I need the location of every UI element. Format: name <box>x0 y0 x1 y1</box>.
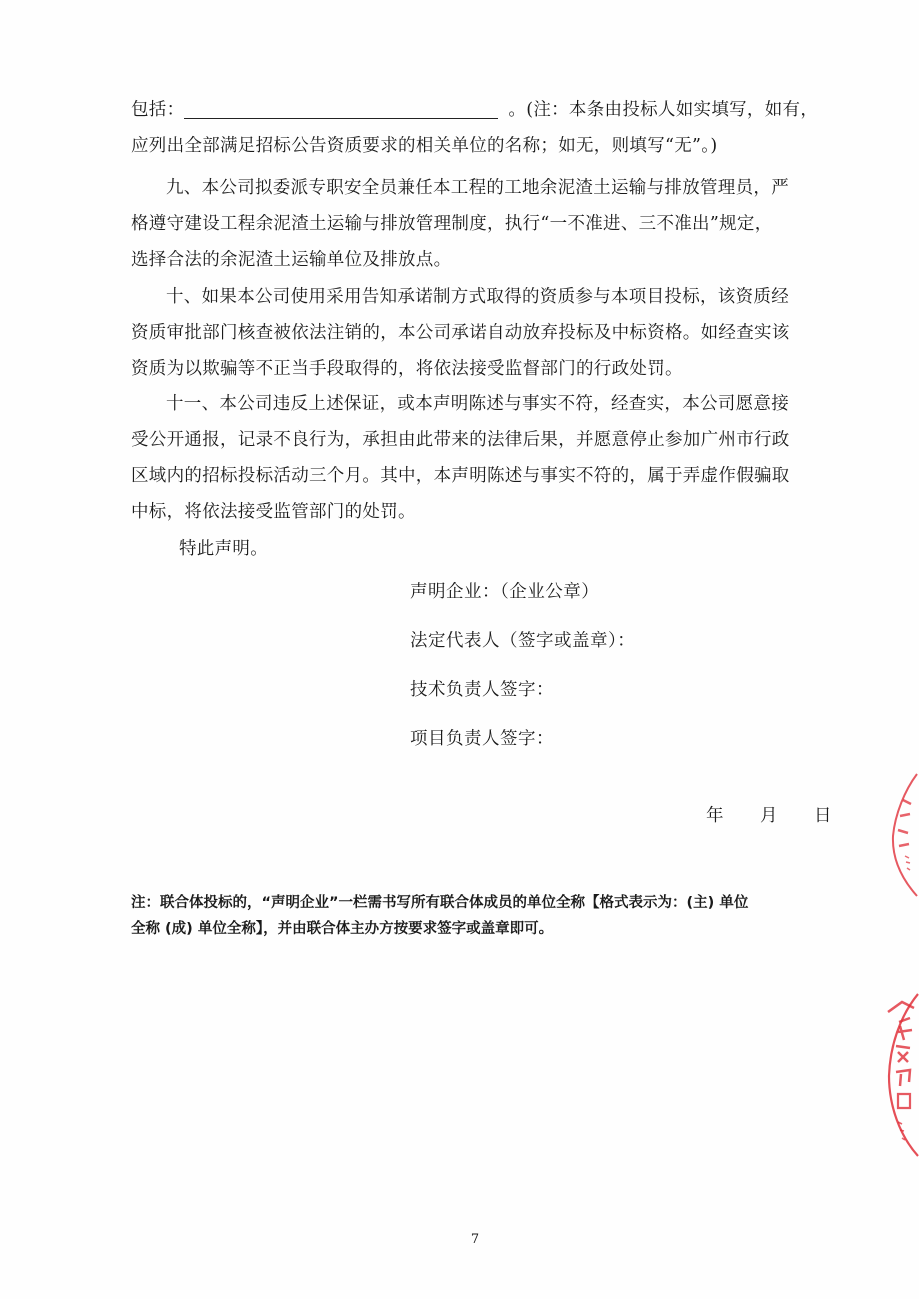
paragraph-9 <box>131 170 831 278</box>
seal-stamp-partial-lower <box>874 990 919 1160</box>
fill-in-blank[interactable] <box>184 98 498 119</box>
paragraph-10 <box>131 279 831 387</box>
paragraph-9-line-1: 九、本公司拟委派专职安全员兼任本工程的工地余泥渣土运输与排放管理员，严 <box>166 178 789 198</box>
paragraph-11 <box>131 386 831 530</box>
paragraph-9-line-2: 格遵守建设工程余泥渣土运输与排放管理制度，执行“一不准进、三不准出”规定， <box>131 214 773 234</box>
paragraph-8-tail <box>131 92 831 164</box>
joint-venture-note <box>131 890 831 942</box>
paragraph-10-line-2: 资质审批部门核查被依法注销的，本公司承诺自动放弃投标及中标资格。如经查实该 <box>131 323 790 343</box>
paragraph-9-line-3: 选择合法的余泥渣土运输单位及排放点。 <box>131 250 452 270</box>
date-day: 日 <box>814 806 832 826</box>
paragraph-10-line-1: 十、如果本公司使用采用告知承诺制方式取得的资质参与本项目投标，该资质经 <box>166 287 789 307</box>
paragraph-10-line-3: 资质为以欺骗等不正当手段取得的，将依法接受监督部门的行政处罚。 <box>131 359 683 379</box>
paragraph-8-line-1: 包括： 。(注：本条由投标人如实填写，如有， <box>131 100 819 120</box>
note-line-1: 注：联合体投标的，“声明企业”一栏需书写所有联合体成员的单位全称【格式表示为：(主) 单位 <box>131 895 749 911</box>
closing-statement: 特此声明。 <box>179 539 268 559</box>
seal-stamp-partial-upper <box>879 770 919 900</box>
date-month: 月 <box>760 806 778 826</box>
signature-legal-rep: 法定代表人（签字或盖章）： <box>410 631 636 651</box>
signature-company: 声明企业：（企业公章） <box>410 582 600 602</box>
paragraph-11-line-1: 十一、本公司违反上述保证，或本声明陈述与事实不符，经查实，本公司愿意接 <box>166 394 789 414</box>
paragraph-11-line-4: 中标，将依法接受监管部门的处罚。 <box>131 502 416 522</box>
signature-tech-lead: 技术负责人签字： <box>410 680 554 700</box>
paragraph-11-line-3: 区域内的招标投标活动三个月。其中，本声明陈述与事实不符的，属于弄虚作假骗取 <box>131 466 790 486</box>
page-number: 7 <box>470 1232 480 1247</box>
signature-project-lead: 项目负责人签字： <box>410 729 554 749</box>
date-line <box>706 802 832 827</box>
date-year: 年 <box>706 806 724 826</box>
paragraph-11-line-2: 受公开通报，记录不良行为，承担由此带来的法律后果，并愿意停止参加广州市行政 <box>131 430 790 450</box>
paragraph-8-line-2: 应列出全部满足招标公告资质要求的相关单位的名称；如无，则填写“无”。) <box>131 136 718 156</box>
note-line-2: 全称 (成) 单位全称】，并由联合体主办方按要求签字或盖章即可。 <box>131 921 554 937</box>
